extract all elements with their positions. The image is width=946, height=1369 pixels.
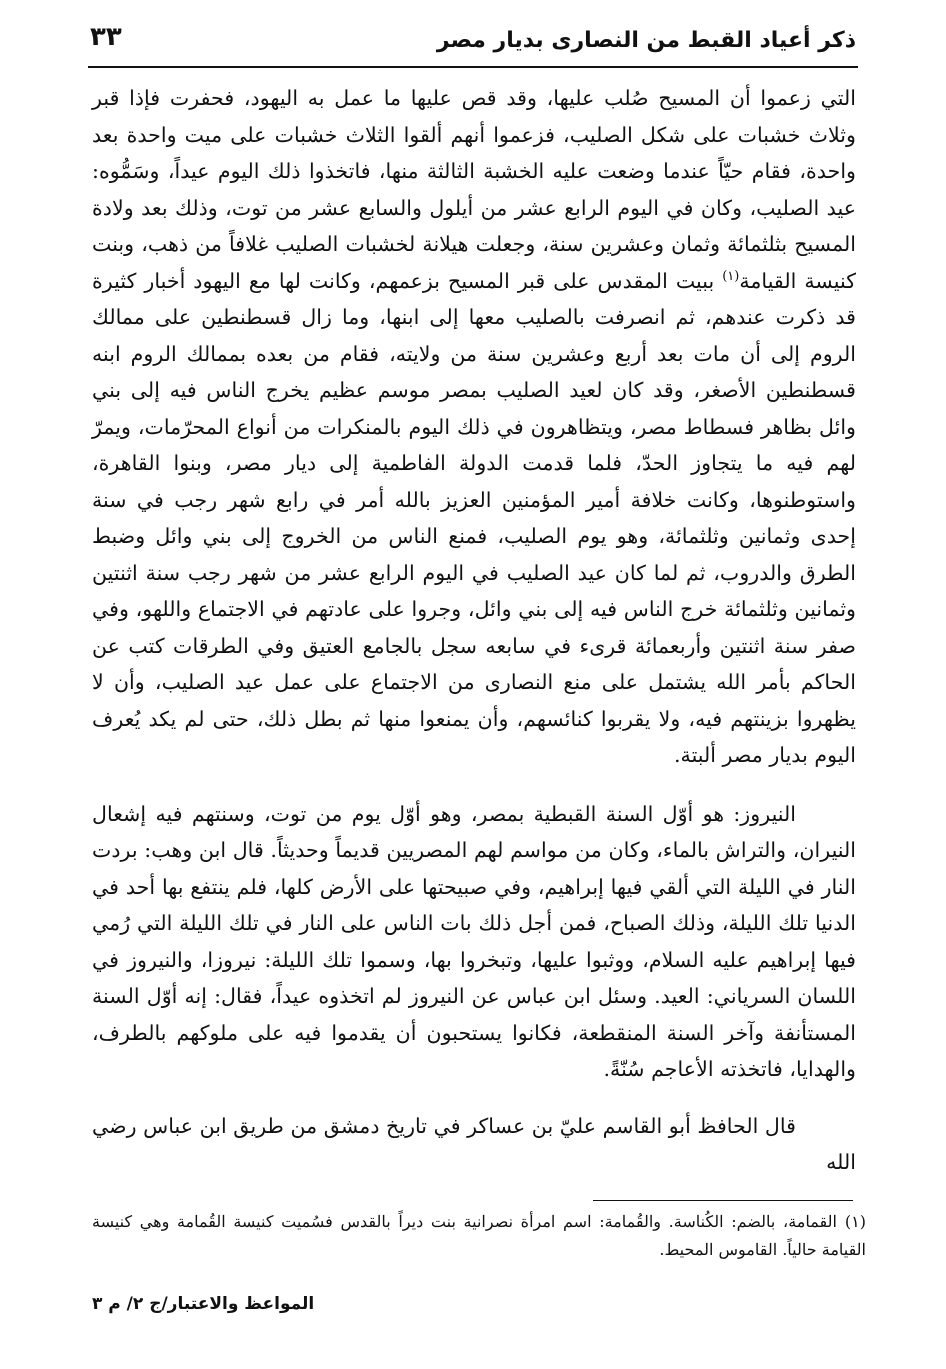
paragraph-text-part-2: ببيت المقدس على قبر المسيح بزعمهم، وكانت لها مع اليهود أخبار كثيرة قد ذكرت عندهم، ثم انصرفت بالصليب معها إلى ابنها، وما زال قسطنطين على ممالك الروم إلى أن مات بعد أربع وعشرين سنة من ولايته، فقام من بعده بممالك الروم ابنه قسطنطين الأصغر، وقد كان لعيد الصليب بمصر موسم عظيم يخرج الناس فيه إلى بني وائل بظاهر فسطاط مصر، ويتظاهرون في ذلك اليوم بالمنكرات من أنواع المحرّمات، ويمرّ لهم فيه ما يتجاوز الحدّ، فلما قدمت الدولة الفاطمية إلى ديار مصر، وبنوا القاهرة، واستوطنوها، وكانت خلافة أمير المؤمنين العزيز بالله أمر في رابع شهر رجب في سنة إحدى وثمانين وثلثمائة، وهو يوم الصليب، فمنع الناس من الخروج إلى بني وائل وضبط الطرق والدروب، ثم لما كان عيد الصليب في اليوم الرابع عشر من شهر رجب سنة اثنتين وثمانين وثلثمائة خرج الناس فيه إلى بني وائل، وجروا على عادتهم في الاجتماع واللهو، وفي صفر سنة اثنتين وأربعمائة قرىء في سابعه سجل بالجامع العتيق وفي الطرقات كتب عن الحاكم بأمر الله يشتمل على منع النصارى من الاجتماع على عمل عيد الصليب، وأن لا يظهروا بزينتهم فيه، ولا يقربوا كنائسهم، وأن يمنعوا منها ثم بطل ذلك، حتى لم يكد يُعرف اليوم بديار مصر ألبتة. (92, 268, 856, 767)
page-footer: المواعظ والاعتبار/ج ٢/ م ٣ (92, 1294, 315, 1314)
paragraph-cross-feast (92, 80, 856, 774)
paragraph-text-part-1: التي زعموا أن المسيح صُلب عليها، وقد قص عليها ما عمل به اليهود، فحفرت فإذا قبر وثلاث خشبات على شكل الصليب، فزعموا أنهم ألقوا الثلاث خشبات على ميت واحدة بعد واحدة، فقام حيّاً عندما وضعت عليه الخشبة الثالثة منها، فاتخذوا ذلك اليوم عيداً، وسَمُّوه: عيد الصليب، وكان في اليوم الرابع عشر من أيلول والسابع عشر من توت، وذلك بعد ولادة المسيح بثلثمائة وثمان وعشرين سنة، وجعلت هيلانة لخشبات الصليب غلافاً من ذهب، وبنت كنيسة القيامة (92, 86, 856, 293)
running-header (90, 20, 856, 64)
page-number: ٣٣ (90, 22, 122, 52)
footnote-rule (593, 1200, 853, 1201)
footnote-number: (١) (844, 1212, 866, 1231)
paragraph-ibn-asakir: قال الحافظ أبو القاسم عليّ بن عساكر في تاريخ دمشق من طريق ابن عباس رضي الله (92, 1113, 856, 1174)
main-text (92, 80, 856, 1181)
footnote (92, 1208, 866, 1264)
paragraph-nowruz: النيروز: هو أوّل السنة القبطية بمصر، وهو أوّل يوم من توت، وسنتهم فيه إشعال النيران، والتراش بالماء، وكان من مواسم لهم المصريين قديماً وحديثاً. قال ابن وهب: بردت النار في الليلة التي ألقي فيها إبراهيم، وفي صبيحتها على الأرض كلها، فلم ينتفع بها أحد في الدنيا تلك الليلة، وذلك الصباح، فمن أجل ذلك بات الناس على النار في تلك الليلة التي رُمي فيها إبراهيم عليه السلام، ووثبوا عليها، وتبخروا بها، وسموا تلك الليلة: نيروزا، والنيروز في اللسان السرياني: العيد. وسئل ابن عباس عن النيروز لم اتخذوه عيداً، فقال: إنه أوّل السنة المستأنفة وآخر السنة المنقطعة، فكانوا يستحبون أن يقدموا فيه على ملوكهم بالطرف، والهدايا، فاتخذته الأعاجم سُنّةً. (92, 801, 856, 1081)
footnote-text: القمامة، بالضم: الكُناسة. والقُمامة: اسم امرأة نصرانية بنت ديراً بالقدس فسُميت كنيسة القُمامة وهي كنيسة القيامة حالياً. القاموس المحيط. (92, 1212, 866, 1259)
footnote-reference[interactable]: (١) (722, 268, 740, 284)
header-rule (88, 66, 858, 68)
header-title: ذكر أعياد القبط من النصارى بديار مصر (436, 28, 856, 53)
